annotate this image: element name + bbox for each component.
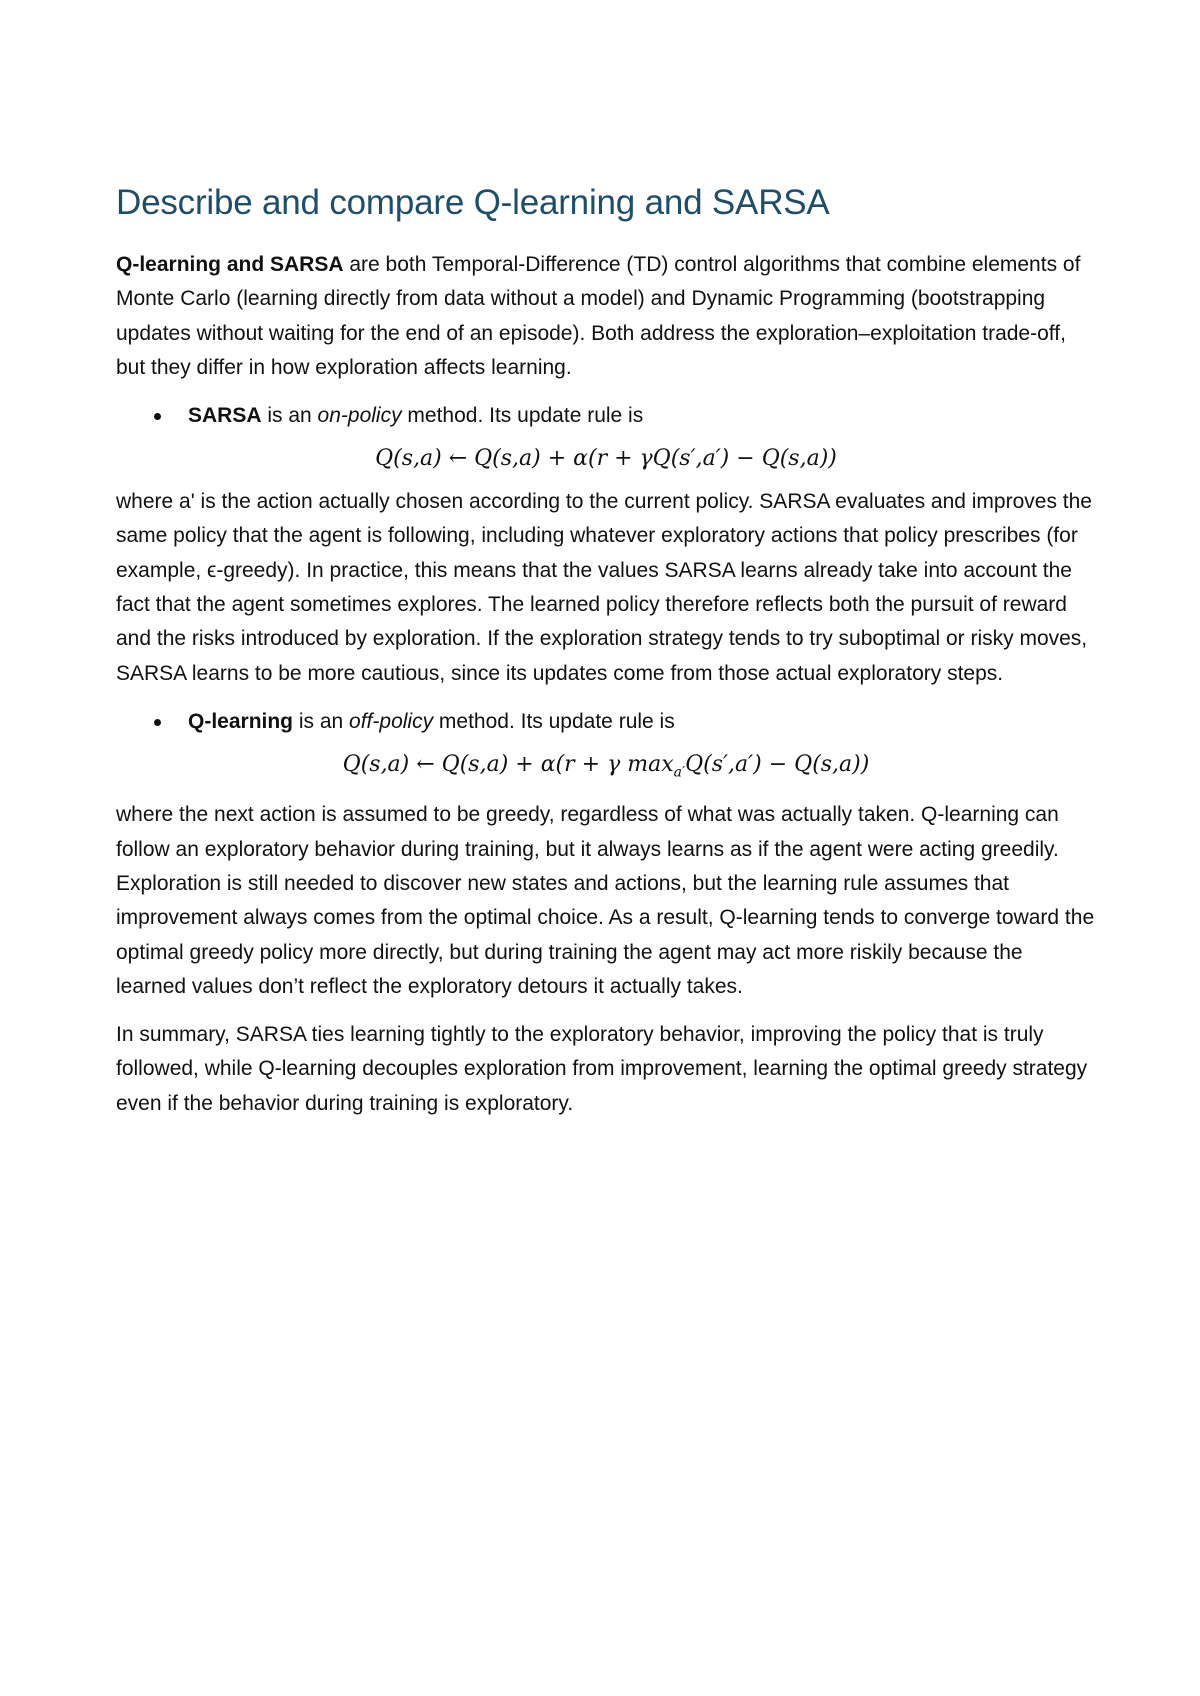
qlearning-bullet	[116, 705, 1096, 739]
qlearning-italic: off-policy	[349, 709, 434, 733]
summary-paragraph: In summary, SARSA ties learning tightly to the exploratory behavior, improving the policy that is truly followed, while Q-learning decouples exploration from improvement, learning the optimal greedy strategy even if the behavior during training is exploratory.	[116, 1023, 1088, 1115]
qlearning-formula-part2: Q(s′,a′) − Q(s,a))	[685, 751, 870, 777]
document-page	[116, 180, 1096, 1135]
bullet-icon	[154, 413, 161, 420]
page-title: Describe and compare Q-learning and SARSA	[116, 183, 830, 222]
sarsa-text-after: method. Its update rule is	[401, 404, 644, 428]
sarsa-explanation: where a' is the action actually chosen according to the current policy. SARSA evaluates and improves the same policy that the agent is following, including whatever exploratory actions that policy prescribes (for example, ϵ-greedy). In practice, this means that the values SARSA learns already take into account the fact that the agent sometimes explores. The learned policy therefore reflects both the pursuit of reward and the risks introduced by exploration. If the exploration strategy tends to try suboptimal or risky moves, SARSA learns to be more cautious, since its updates come from those actual exploratory steps.	[116, 490, 1092, 685]
bullet-icon	[154, 719, 161, 726]
sarsa-formula: Q(s,a) ← Q(s,a) + α(r + γQ(s′,a′) − Q(s,a))	[375, 446, 837, 472]
qlearning-explanation: where the next action is assumed to be greedy, regardless of what was actually taken. Q-learning can follow an exploratory behavior during training, but it always learns as if the agent were acting greedily. Exploration is still needed to discover new states and actions, but the learning rule assumes that improvement always comes from the optimal choice. As a result, Q-learning tends to converge toward the optimal greedy policy more directly, but during training the agent may act more riskily because the learned values don’t reflect the exploratory detours it actually takes.	[116, 803, 1095, 998]
sarsa-bold-lead: SARSA	[188, 404, 262, 428]
qlearning-text-after: method. Its update rule is	[433, 709, 675, 733]
intro-text: are both Temporal-Difference (TD) control algorithms that combine elements of Monte Carlo (learning directly from data without a model) and Dynamic Programming (bootstrapping updates without waiting for the end of an episode). Both address the exploration–exploitation trade-off, but they differ in how exploration affects learning.	[116, 253, 1081, 379]
intro-paragraph	[116, 248, 1096, 385]
qlearning-text-before: is an	[293, 709, 350, 733]
qlearning-bold-lead: Q-learning	[188, 709, 294, 733]
sarsa-italic: on-policy	[317, 404, 402, 428]
qlearning-formula-part1: Q(s,a) ← Q(s,a) + α(r + γ max	[342, 751, 674, 777]
qlearning-formula	[116, 745, 1096, 792]
intro-bold-lead: Q-learning and SARSA	[116, 253, 344, 276]
sarsa-bullet	[116, 399, 1096, 433]
sarsa-text-before: is an	[261, 404, 318, 428]
qlearning-formula-sub: a′	[673, 764, 686, 781]
